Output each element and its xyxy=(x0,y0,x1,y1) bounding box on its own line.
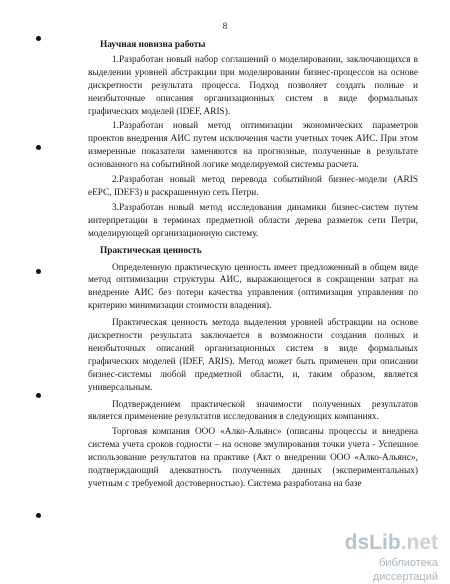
practical-paragraph-3: Подтверждением практической значимости полученных результатов является применение результатов исследования в следующих компаниях. xyxy=(88,399,418,423)
watermark-subtitle: библиотека диссертаций xyxy=(372,557,438,583)
novelty-paragraph-4: 3.Разработан новый метод исследования динамики бизнес-систем путем интерпретации в терминах предметной области дерева разметок сети Петри, моделирующей организационную систему. xyxy=(88,202,418,239)
scan-dot-mark xyxy=(36,513,41,518)
scan-dot-mark xyxy=(36,36,41,41)
practical-paragraph-4: Торговая компания ООО «Алко-Альянс» (описаны процессы и внедрена система учета сроков годности – на основе эмулирования точки учета - Успешное использование результатов на практике (Акт о внедрении ООО «Алко-Альянс», подтверждающий адекватность полученных данных (экспериментальных) учетным с требуемой достоверностью). Система разработана на базе xyxy=(88,427,418,489)
watermark-logo-tld: .net xyxy=(400,531,438,554)
scan-dot-mark xyxy=(36,393,41,398)
novelty-paragraph-1: 1.Разработан новый набор соглашений о моделировании, заключающихся в выделении уровней абстракции при моделировании бизнес-процессов на основе дискретности результата процесса. Подход позволяет создать полные и неизбыточные описания организационных систем в виде формальных графических моделей (IDEF, ARIS). xyxy=(88,54,418,117)
novelty-section xyxy=(88,39,418,491)
scan-dot-mark xyxy=(36,145,41,150)
dslib-watermark xyxy=(326,530,438,583)
practical-paragraph-1: Определенную практическую ценность имеет предложенный в общем виде метод оптимизации структуры АИС, выражающегося в сокращении затрат на внедрение АИС без потери качества управления (оптимизация управления по критерию минимизации стоимости владения). xyxy=(88,262,418,312)
page-number: 8 xyxy=(222,21,228,31)
novelty-paragraph-2: 1.Разработан новый метод оптимизации экономических параметров проектов внедрения АИС путем исключения части учетных точек АИС. При этом измеренные показатели заменяются на прогнозные, полученные в результате основанного на событийной логике моделируемой системы расчета. xyxy=(88,121,418,171)
watermark-logo-main: dsLib xyxy=(344,531,401,554)
scan-dot-mark xyxy=(36,269,41,274)
practical-paragraph-2: Практическая ценность метода выделения уровней абстракции на основе дискретности результата заключается в возможности создания полных и неизбыточных описаний организационных систем в виде формальных графических моделей (IDEF, ARIS). Метод может быть применен при описании бизнес-системы любой предметной области, и, таким образом, является универсальным. xyxy=(88,318,418,393)
heading-novelty: Научная новизна работы xyxy=(100,40,206,50)
novelty-paragraph-3: 2.Разработан новый метод перевода событийной бизнес-модели (ARIS eEPC, IDEF3) в раскрашенную сеть Петри. xyxy=(88,175,418,198)
watermark-logo xyxy=(326,530,438,556)
heading-practical: Практическая ценность xyxy=(100,245,202,256)
